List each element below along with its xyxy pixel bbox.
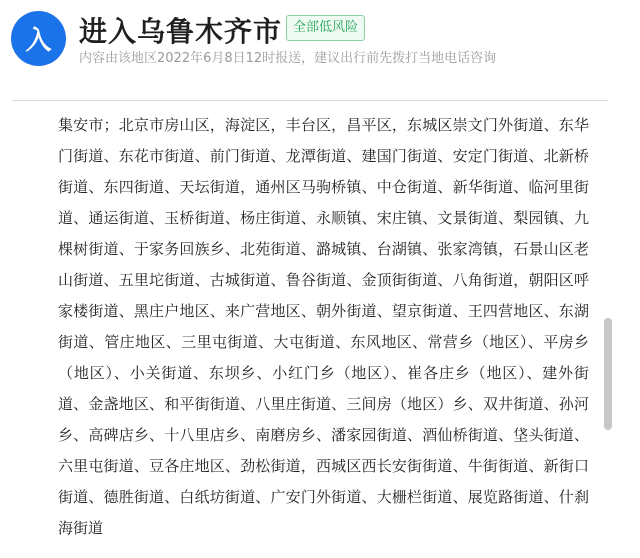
divider <box>12 100 608 101</box>
report-note: 内容由该地区2022年6月8日12时报送，建议出行前先拨打当地电话咨询 <box>79 51 497 66</box>
header <box>0 0 640 92</box>
scrollbar-thumb[interactable] <box>604 318 612 430</box>
content-area[interactable] <box>58 110 589 558</box>
entry-icon-char: 入 <box>25 26 52 56</box>
region-list-text: 集安市；北京市房山区，海淀区，丰台区，昌平区，东城区崇文门外街道、东华门街道、东花市街道、前门街道、龙潭街道、建国门街道、安定门街道、北新桥街道、东四街道、天坛街道，通州区马驹桥镇、中仓街道、新华街道、临河里街道、通运街道、玉桥街道、杨庄街道、永顺镇、宋庄镇、文景街道、梨园镇、九棵树街道、于家务回族乡、北苑街道、潞城镇、台湖镇、张家湾镇，石景山区老山街道、五里坨街道、古城街道、鲁谷街道、金顶街街道、八角街道，朝阳区呼家楼街道、黑庄户地区、来广营地区、朝外街道、望京街道、王四营地区、东湖街道、管庄地区、三里屯街道、大屯街道、东风地区、常营乡（地区）、平房乡（地区）、小关街道、东坝乡、小红门乡（地区）、崔各庄乡（地区）、建外街道、金盏地区、和平街街道、八里庄街道、三间房（地区）乡、双井街道、孙河乡、高碑店乡、十八里店乡、南磨房乡、潘家园街道、酒仙桥街道、垡头街道、六里屯街道、豆各庄地区、劲松街道，西城区西长安街街道、牛街街道、新街口街道、德胜街道、白纸坊街道、广安门外街道、大栅栏街道、展览路街道、什刹海街道 <box>58 116 589 537</box>
page-title: 进入乌鲁木齐市 <box>79 15 283 48</box>
entry-icon <box>11 11 66 66</box>
risk-level-badge: 全部低风险 <box>286 15 365 41</box>
